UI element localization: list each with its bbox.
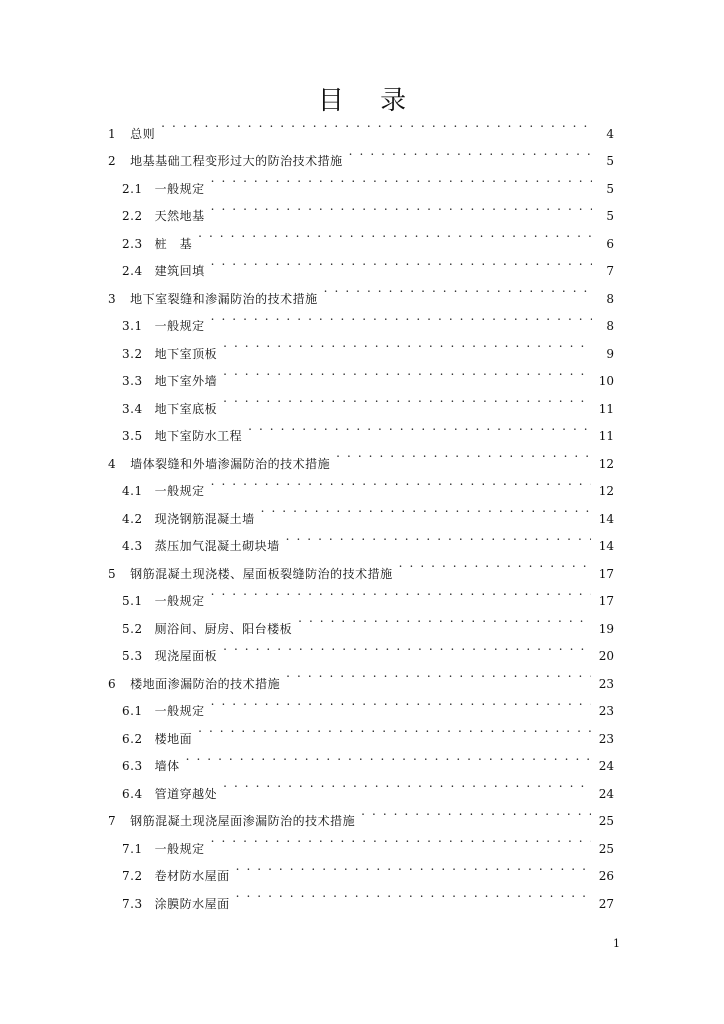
toc-dot-leader [336,440,591,468]
toc-dot-leader [161,110,592,138]
toc-entry-title: 地基基础工程变形过大的防治技术措施 [130,154,343,168]
toc-entry-title: 卷材防水屋面 [154,869,230,883]
toc-entry-page: 23 [598,676,614,691]
toc-entry-page: 4 [606,126,614,141]
toc-entry-page: 24 [598,759,614,773]
toc-dot-leader [349,138,592,166]
toc-entry-page: 7 [606,264,614,278]
toc-entry-number: 2.2 [122,209,143,223]
toc-dot-leader [236,880,591,908]
toc-entry-page: 17 [598,566,614,581]
toc-entry-page: 12 [598,484,614,498]
toc-entry-number: 6.1 [122,704,143,718]
toc-entry-page: 6 [606,236,614,251]
toc-entry-title: 楼地面渗漏防治的技术措施 [130,676,281,691]
toc-entry-number: 4.3 [122,539,143,553]
toc-entry-title: 建筑回填 [154,264,205,278]
toc-entry-number: 3.5 [122,429,143,443]
page-title: 目 录 [317,86,421,116]
toc-entry-title: 总则 [130,126,156,141]
toc-dot-leader [248,413,591,441]
toc-entry-title: 一般规定 [154,484,205,498]
toc-entry-number: 7.1 [122,841,143,856]
toc-entry-page: 20 [598,649,614,663]
toc-dot-leader [211,248,592,276]
toc-dot-leader [236,853,591,881]
toc-dot-leader [223,330,592,358]
toc-dot-leader [211,578,591,606]
toc-entry-title: 地下室外墙 [154,374,218,388]
toc-entry-title: 墙体 [154,759,180,773]
toc-entry-page: 11 [598,401,614,416]
toc-dot-leader [186,743,591,771]
toc-entry-title: 蒸压加气混凝土砌块墙 [154,539,280,553]
toc-dot-leader [211,468,591,496]
toc-entry-number: 3.3 [122,374,143,388]
toc-entry-page: 5 [606,181,614,196]
toc-entry-page: 5 [606,154,614,168]
toc-entry-title: 现浇钢筋混凝土墙 [154,511,255,526]
toc-entry-page: 12 [598,456,614,471]
toc-dot-leader [198,220,592,248]
toc-dot-leader [261,495,591,523]
toc-entry-title: 一般规定 [154,704,205,718]
toc-entry-number: 2.1 [122,181,143,196]
toc-entry-title: 桩 基 [154,236,193,251]
toc-dot-leader [399,550,591,578]
toc-entry-title: 厕浴间、厨房、阳台楼板 [154,621,293,636]
table-of-contents [108,110,614,911]
toc-entry-number: 7.2 [122,869,143,883]
toc-dot-leader [286,523,591,551]
toc-dot-leader [211,688,591,716]
toc-entry-number: 4.1 [122,484,143,498]
toc-entry[interactable] [108,138,614,166]
toc-entry-page: 14 [598,539,614,553]
toc-entry-number: 6.3 [122,759,143,773]
toc-dot-leader [324,275,592,303]
toc-entry-page: 8 [606,319,614,333]
toc-entry-page: 10 [598,374,614,388]
toc-entry-number: 4 [108,456,117,471]
toc-entry-title: 一般规定 [154,594,205,608]
toc-dot-leader [223,385,591,413]
toc-entry-title: 一般规定 [154,841,205,856]
toc-entry-title: 涂膜防水屋面 [154,896,230,911]
toc-entry-title: 天然地基 [154,209,205,223]
toc-entry[interactable] [108,110,614,141]
toc-dot-leader [298,605,591,633]
toc-entry-title: 墙体裂缝和外墙渗漏防治的技术措施 [130,456,331,471]
toc-entry-page: 5 [606,209,614,223]
toc-entry-page: 9 [606,346,614,361]
toc-entry-title: 地下室顶板 [154,346,218,361]
toc-entry-number: 3.1 [122,319,143,333]
toc-entry-title: 钢筋混凝土现浇屋面渗漏防治的技术措施 [130,814,356,828]
toc-entry-title: 管道穿越处 [154,786,218,801]
toc-entry-number: 6.4 [122,786,143,801]
toc-entry-number: 5.3 [122,649,143,663]
toc-entry-number: 1 [108,126,117,141]
toc-entry-page: 26 [598,869,614,883]
toc-entry-number: 6 [108,676,117,691]
toc-entry-number: 7.3 [122,896,143,911]
toc-dot-leader [211,165,592,193]
toc-dot-leader [223,770,591,798]
toc-entry-page: 25 [598,814,614,828]
toc-entry-page: 25 [598,841,614,856]
toc-entry-number: 6.2 [122,731,143,746]
toc-entry-number: 5 [108,566,117,581]
toc-entry-page: 11 [598,429,614,443]
toc-entry-title: 地下室底板 [154,401,218,416]
toc-entry-title: 现浇屋面板 [154,649,218,663]
toc-entry-page: 19 [598,621,614,636]
toc-dot-leader [198,715,591,743]
toc-dot-leader [211,303,592,331]
toc-entry-page: 24 [598,786,614,801]
toc-dot-leader [211,193,592,221]
toc-entry-number: 4.2 [122,511,143,526]
toc-entry[interactable] [108,770,614,801]
toc-entry-title: 地下室防水工程 [154,429,243,443]
toc-dot-leader [286,660,591,688]
toc-entry-page: 23 [598,731,614,746]
toc-entry-number: 7 [108,814,117,828]
page-number: 1 [613,937,620,950]
toc-entry-title: 一般规定 [154,319,205,333]
toc-dot-leader [223,633,591,661]
toc-dot-leader [223,358,591,386]
toc-entry-title: 楼地面 [154,731,193,746]
toc-entry-page: 17 [598,594,614,608]
toc-entry-page: 8 [606,291,614,306]
toc-entry-page: 27 [598,896,614,911]
toc-entry-number: 2 [108,154,117,168]
toc-entry-number: 2.3 [122,236,143,251]
toc-entry-title: 地下室裂缝和渗漏防治的技术措施 [130,291,318,306]
toc-entry-number: 3.4 [122,401,143,416]
toc-entry-number: 3 [108,291,117,306]
toc-entry-number: 5.1 [122,594,143,608]
toc-entry-number: 3.2 [122,346,143,361]
toc-entry-page: 14 [598,511,614,526]
toc-entry-number: 5.2 [122,621,143,636]
toc-dot-leader [361,798,591,826]
toc-entry-title: 钢筋混凝土现浇楼、屋面板裂缝防治的技术措施 [130,566,393,581]
toc-dot-leader [211,825,591,853]
toc-entry-number: 2.4 [122,264,143,278]
toc-entry-page: 23 [598,704,614,718]
toc-entry-title: 一般规定 [154,181,205,196]
